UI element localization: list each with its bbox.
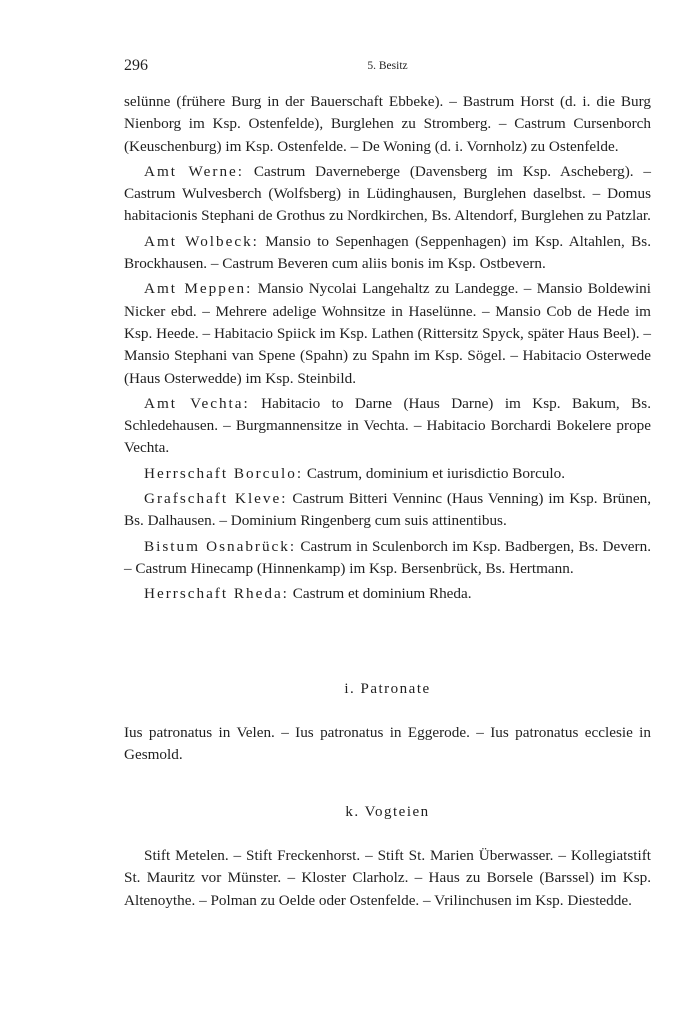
paragraph-amt-vechta (124, 393, 651, 460)
paragraph-text: Habitacio to Darne (Haus Darne) im Ksp. Bakum, Bs. Schledehausen. – Burgmannensitze in Vechta. – Habitacio Borchardi Bokelere prope Vechta. (124, 394, 651, 457)
paragraph-herrschaft-borculo (124, 463, 651, 485)
paragraph-label: Amt Wolbeck: (144, 232, 259, 250)
paragraph-amt-wolbeck (124, 231, 651, 276)
paragraph-label: Herrschaft Borculo: (144, 464, 304, 482)
paragraph-label: Amt Meppen: (144, 280, 253, 298)
paragraph-label: Bistum Osnabrück: (144, 537, 297, 555)
page-number: 296 (124, 57, 148, 74)
paragraph-text: selünne (frühere Burg in der Bauerschaft Ebbeke). – Bastrum Horst (d. i. die Burg Nienborg im Ksp. Ostenfelde), Burglehen zu Stromberg. – Castrum Cursenborch (Keuschenburg) im Ksp. Ostenfelde. – De Woning (d. i. Vornholz) zu Ostenfelde. (124, 93, 651, 155)
paragraph-text: Castrum et dominium Rheda. (288, 585, 472, 603)
paragraph-text: Castrum Daverneberge (Davensberg im Ksp. Ascheberg). – Castrum Wulvesberch (Wolfsberg) in Lüdinghausen, Burglehen daselbst. – Domus habitacionis Stephani de Grothus zu Nordkirchen, Bs. Altendorf, Burglehen zu Patzlar. (124, 162, 651, 225)
paragraph-amt-meppen (124, 278, 651, 389)
paragraph-text: Castrum in Sculenborch im Ksp. Badbergen, Bs. Devern. – Castrum Hinecamp (Hinnenkamp) im Ksp. Bersenbrück, Bs. Hertmann. (124, 537, 651, 577)
running-head (124, 57, 651, 77)
section-i-body (124, 722, 651, 767)
paragraph-label: Grafschaft Kleve: (144, 490, 288, 508)
section-k-body (124, 845, 651, 912)
paragraph-label: Amt Werne: (144, 162, 245, 180)
paragraph-text: Mansio to Sepenhagen (Seppenhagen) im Ksp. Altahlen, Bs. Brockhausen. – Castrum Beveren cum aliis bonis im Ksp. Ostbevern. (124, 232, 651, 273)
paragraph-amt-werne (124, 161, 651, 228)
section-i-text: Ius patronatus in Velen. – Ius patronatus in Eggerode. – Ius patronatus ecclesie in Gesmold. (124, 724, 651, 764)
section-heading-vogteien: k. Vogteien (345, 804, 430, 820)
paragraph-grafschaft-kleve (124, 488, 651, 533)
paragraph-label: Herrschaft Rheda: (144, 585, 289, 603)
section-k-heading-wrap (124, 804, 651, 821)
section-k-text: Stift Metelen. – Stift Freckenhorst. – Stift St. Marien Überwasser. – Kollegiatstift St. Mauritz vor Münster. – Kloster Clarholz. – Haus zu Borsele (Barssel) im Ksp. Altenoythe. – Polman zu Oelde oder Ostenfelde. – Vrilinchusen im Ksp. Diestedde. (124, 847, 651, 909)
running-title: 5. Besitz (367, 60, 408, 72)
paragraph-continuation (124, 91, 651, 158)
section-heading-patronate: i. Patronate (344, 681, 431, 697)
paragraph-bistum-osnabrueck (124, 536, 651, 581)
paragraph-text: Castrum Bitteri Venninc (Haus Venning) im Ksp. Brünen, Bs. Dalhausen. – Dominium Ringenberg cum suis attinentibus. (124, 490, 651, 530)
paragraph-text: Castrum, dominium et iurisdictio Borculo. (303, 464, 566, 482)
paragraph-label: Amt Vechta: (144, 394, 250, 412)
body-text (124, 91, 651, 606)
section-i-heading-wrap (124, 681, 651, 698)
paragraph-text: Mansio Nycolai Langehaltz zu Landegge. – Mansio Boldewini Nicker ebd. – Mehrere adelige Wohnsitze in Haselünne. – Mansio Cob de Hede im Ksp. Heede. – Habitacio Spiick im Ksp. Lathen (Rittersitz Spyck, später Haus Beel). – Mansio Stephani van Spene (Spahn) zu Spahn im Ksp. Sögel. – Habitacio Osterwede (Haus Osterwedde) im Ksp. Steinbild. (124, 280, 651, 387)
paragraph-herrschaft-rheda (124, 583, 651, 605)
